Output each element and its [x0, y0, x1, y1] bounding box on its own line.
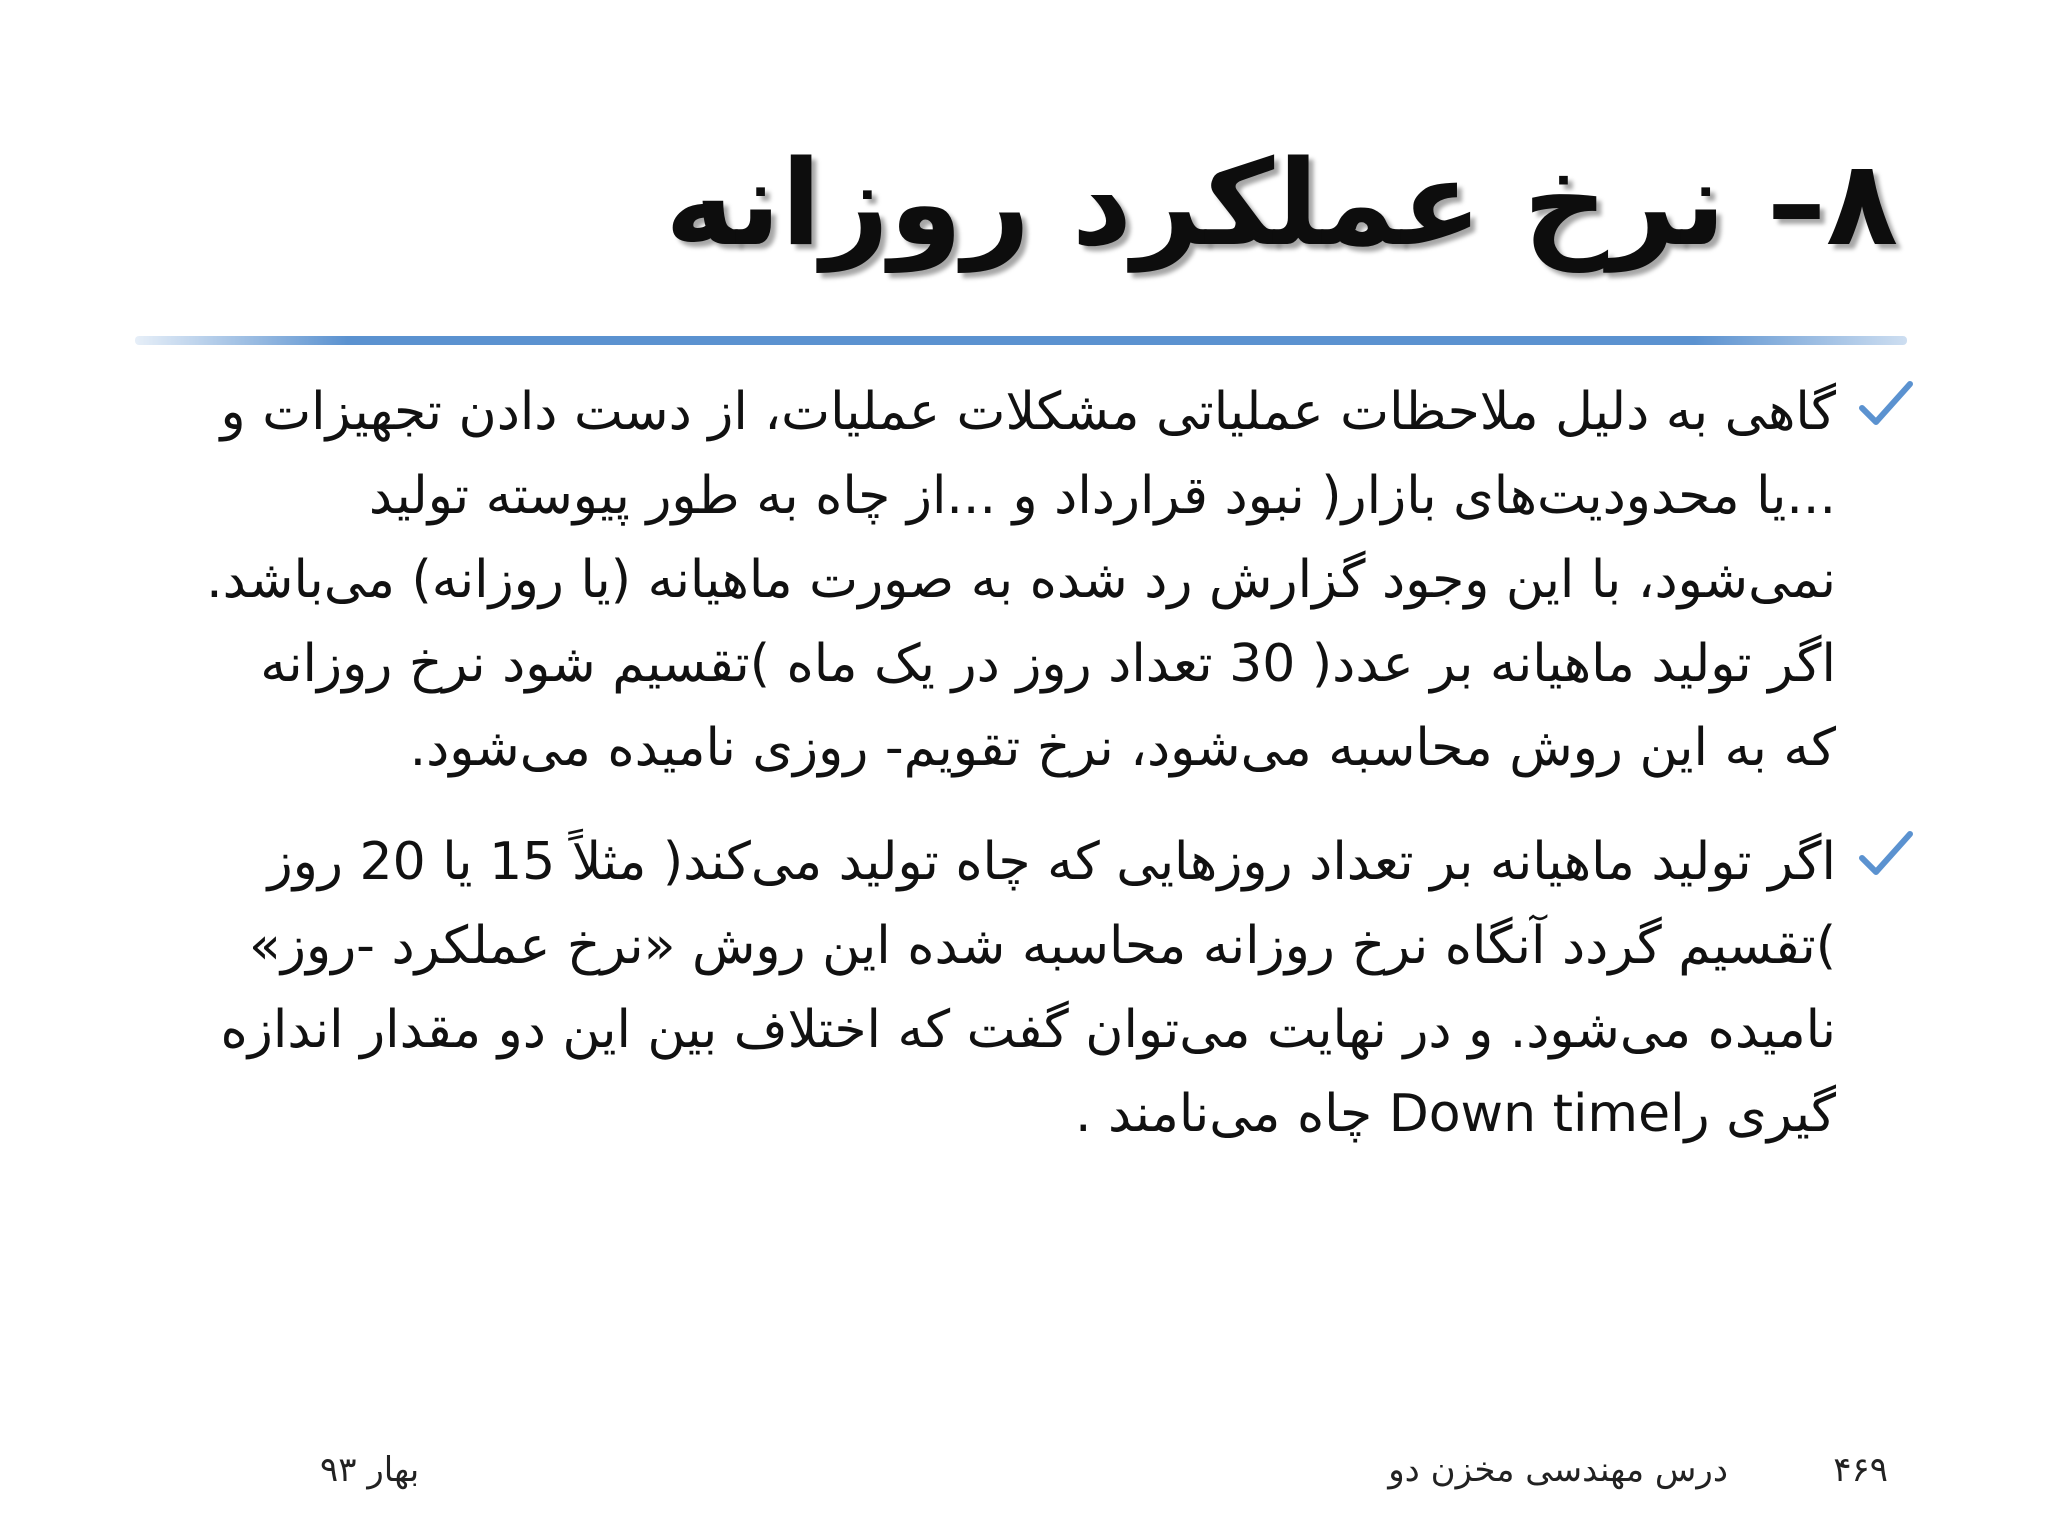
slide-body [198, 370, 1918, 1156]
bullet-paragraph: گاهی به دلیل ملاحظات عملیاتی مشکلات عملیات، از دست دادن تجهیزات و ...یا محدودیت‌های بازار( نبود قرارداد و ...از چاه به طور پیوسته تولید نمی‌شود، با این وجود گزارش رد شده به صورت ماهیانه (یا روزانه) می‌باشد. [206, 382, 1836, 610]
slide-title: ۸– نرخ عملکرد روزانه [664, 134, 1898, 272]
check-icon [1856, 826, 1916, 886]
bullet-paragraph: اگر تولید ماهیانه بر عدد( 30 تعداد روز در یک ماه )تقسیم شود نرخ روزانه که به این روش محاسبه می‌شود، نرخ تقویم- روزی نامیده می‌شود. [260, 634, 1836, 778]
bullet-item [198, 820, 1918, 1156]
bullet-paragraph: اگر تولید ماهیانه بر تعداد روزهایی که چاه تولید می‌کند( مثلاً 15 یا 20 روز )تقسیم گردد آنگاه نرخ روزانه محاسبه شده این روش «نرخ عملکرد -روز» نامیده می‌شود. و در نهایت می‌توان گفت که اختلاف بین این دو مقدار اندازه گیری راDown time چاه می‌نامند . [220, 832, 1836, 1144]
check-icon [1856, 376, 1916, 436]
footer-page-number: ۴۶۹ [1833, 1450, 1888, 1490]
bullet-item [198, 370, 1918, 790]
title-divider [135, 336, 1907, 345]
footer-season: بهار ۹۳ [320, 1450, 420, 1490]
footer-course-name: درس مهندسی مخزن دو [1388, 1450, 1728, 1490]
